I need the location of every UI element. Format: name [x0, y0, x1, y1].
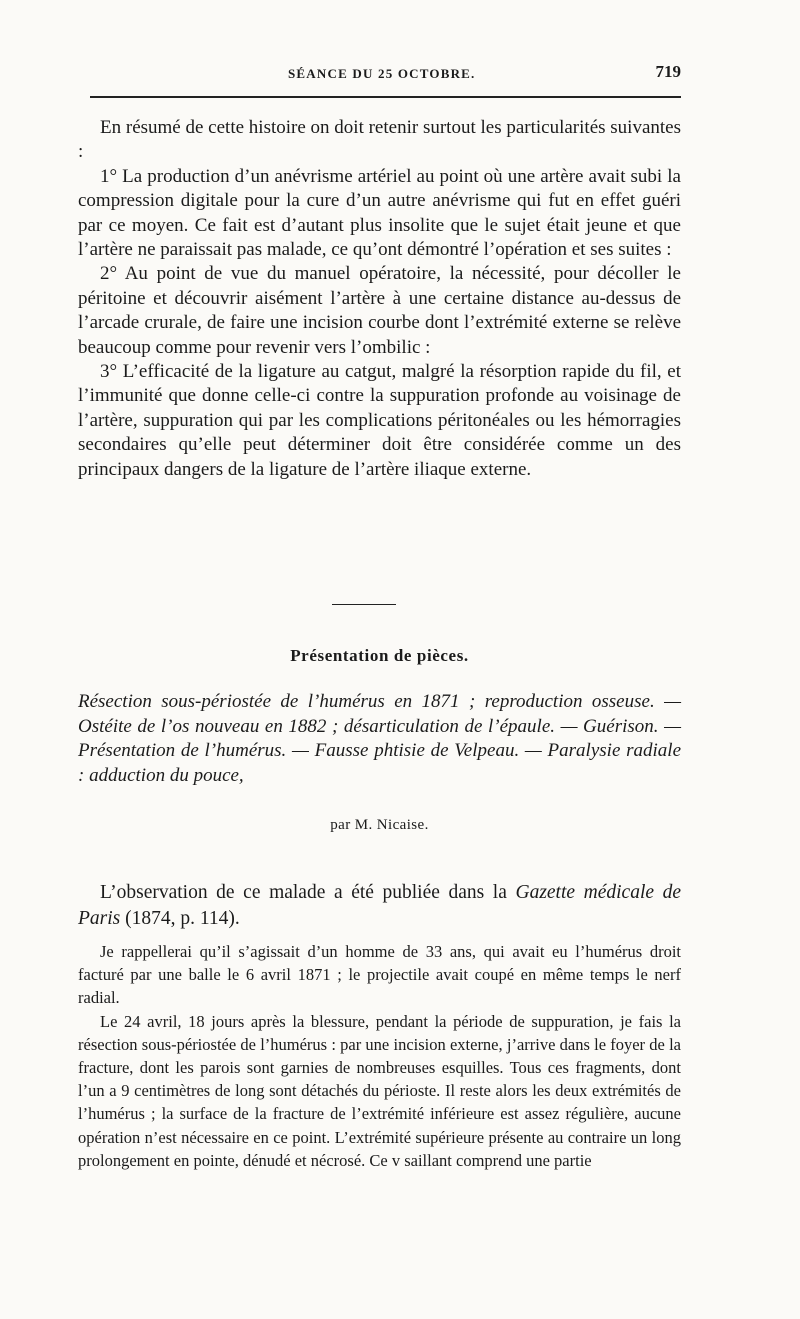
summary-intro: En résumé de cette histoire on doit retenir surtout les particularités suivantes : [78, 117, 681, 163]
page-number: 719 [655, 62, 681, 81]
observation-paragraph-2: Le 24 avril, 18 jours après la blessure, pendant la période de suppuration, je fais la résection sous-périostée de l’humérus : par une incision externe, j’arrive dans le foyer de la fracture, dont les parois sont garnies de nombreuses esquilles. Tous ces fragments, dont l’un a 9 centimètres de long sont détachés du périoste. Il reste alors les deux extrémités de l’humérus ; la surface de la fracture de l’extrémité inférieure est assez régulière, aucune opération n’est nécessaire en ce point. L’extrémité supérieure présente au contraire un long prolongement en pointe, dénudé et nécrosé. Ce v saillant comprend une partie [78, 1011, 681, 1170]
section-title: Présentation de pièces. [290, 646, 469, 665]
summary-point-3: 3° L’efficacité de la ligature au catgut, malgré la résorption rapide du fil, et l’immunité que donne celle-ci contre la suppuration profonde au voisinage de l’artère, suppuration qui par les complications péritonéales ou les hémorragies secondaires qu’elle peut déterminer doit être considérée comme un des principaux dangers de la ligature de l’artère iliaque externe. [78, 361, 681, 480]
summary-block [78, 116, 681, 482]
section-author: par M. Nicaise. [330, 817, 429, 833]
observation-intro [78, 880, 681, 932]
section-subtitle: Résection sous-périostée de l’humérus en 1871 ; reproduction osseuse. — Ostéite de l’os nouveau en 1882 ; désarticulation de l’épaule. — Guérison. — Présentation de l’humérus. — Fausse phtisie de Velpeau. — Paralysie radiale : adduction du pouce, [78, 691, 681, 786]
journal-title: Gazette médicale de Paris [78, 881, 682, 929]
running-head: SÉANCE DU 25 OCTOBRE. [288, 66, 476, 81]
section-divider [332, 604, 396, 605]
observation-paragraph-1: Je rappellerai qu’il s’agissait d’un homme de 33 ans, qui avait eu l’humérus droit facturé par une balle le 6 avril 1871 ; le projectile avait coupé en même temps le nerf radial. [78, 942, 681, 1008]
page-header [78, 62, 681, 86]
summary-point-1: 1° La production d’un anévrisme artériel au point où une artère avait subi la compression digitale pour la cure d’un autre anévrisme qui fut en effet guéri par ce moyen. Ce fait est d’autant plus insolite que le sujet était jeune et que l’artère ne paraissait pas malade, ce qu’ont démontré l’opération et ses suites : [78, 165, 681, 261]
header-rule [90, 96, 681, 98]
observation-intro-suffix: (1874, p. 114). [120, 907, 240, 929]
observation-body [78, 940, 681, 1172]
observation-intro-prefix: L’observation de ce malade a été publiée dans la [100, 881, 516, 903]
summary-point-2: 2° Au point de vue du manuel opératoire, la nécessité, pour décoller le péritoine et découvrir aisément l’artère à une certaine distance au-dessus de l’arcade crurale, de faire une incision courbe dont l’extrémité externe se relève beaucoup comme pour revenir vers l’ombilic : [78, 263, 681, 358]
